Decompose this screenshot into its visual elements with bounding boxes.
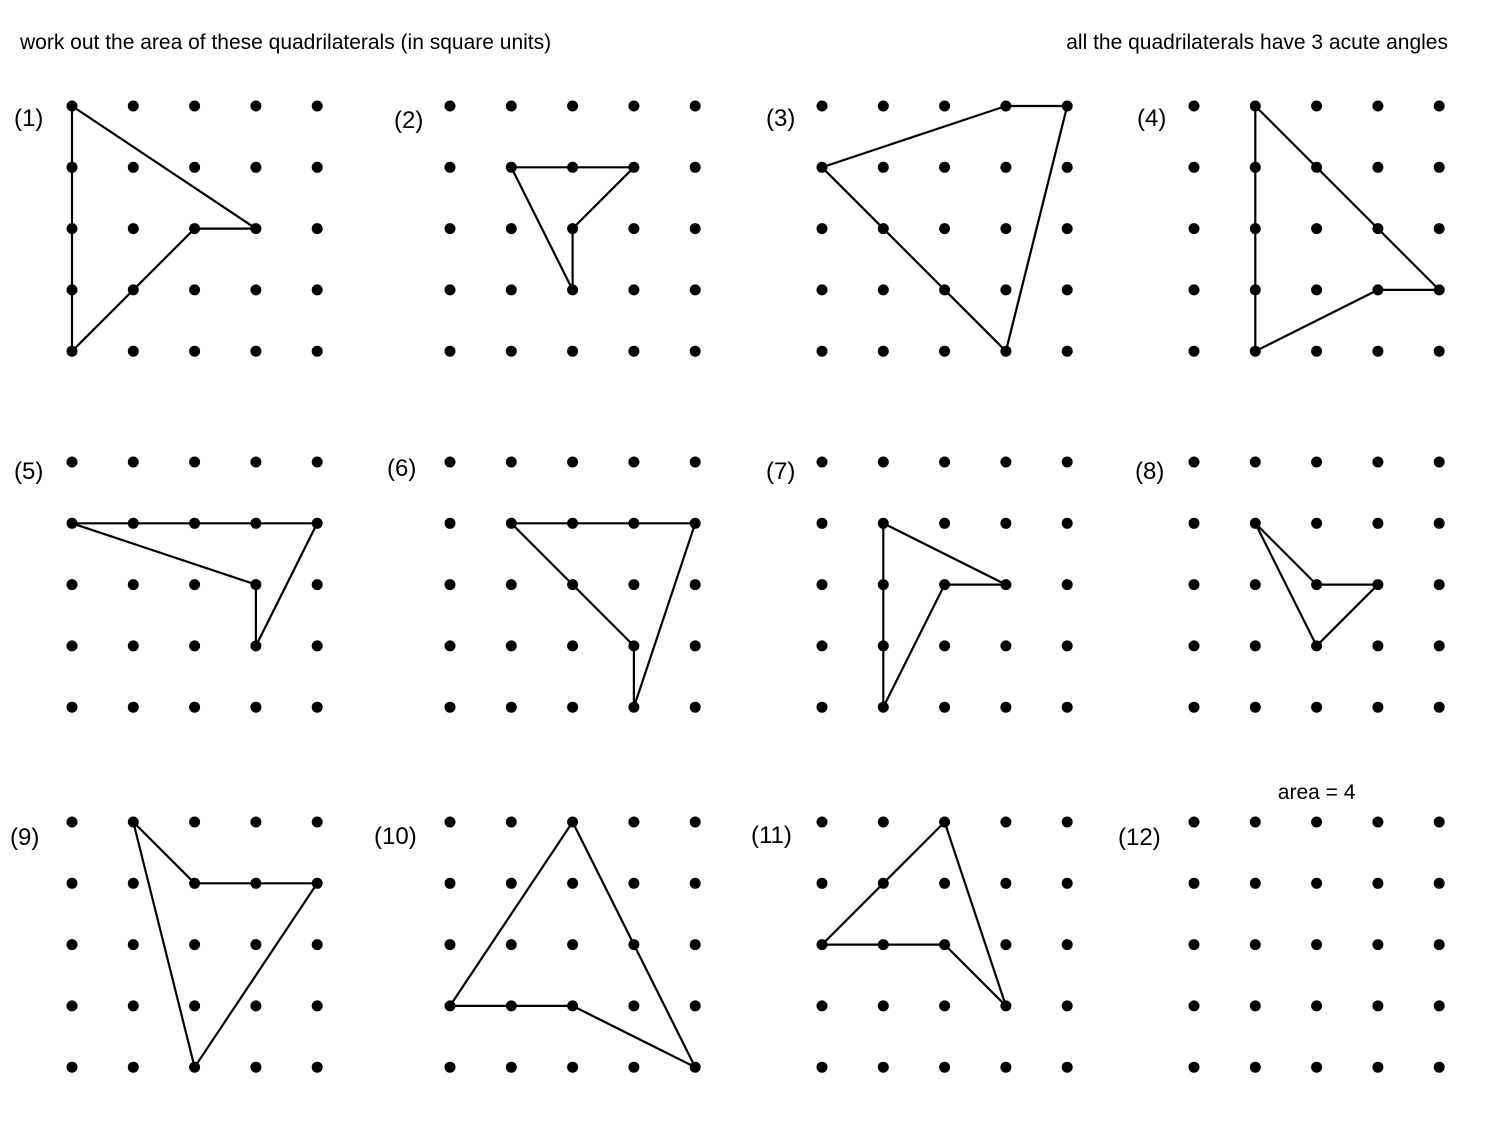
grid-dot: [1311, 284, 1322, 295]
grid-dot: [67, 579, 78, 590]
grid-dot: [817, 702, 828, 713]
grid-dot: [312, 101, 323, 112]
grid-dot: [189, 457, 200, 468]
grid-dot: [939, 346, 950, 357]
grid-dot: [1311, 457, 1322, 468]
grid-dot: [817, 817, 828, 828]
grid-dot: [189, 346, 200, 357]
grid-dot: [1189, 223, 1200, 234]
grid-dot: [1372, 939, 1383, 950]
grid-dot: [67, 1062, 78, 1073]
grid-dot: [690, 878, 701, 889]
grid-dot: [312, 457, 323, 468]
grid-dot: [1189, 579, 1200, 590]
grid-dot: [506, 101, 517, 112]
grid-dot: [445, 223, 456, 234]
grid-dot: [189, 702, 200, 713]
grid-dot: [128, 346, 139, 357]
grid-dot: [1000, 162, 1011, 173]
grid-dot: [128, 1062, 139, 1073]
grid-dot: [690, 939, 701, 950]
grid-dot: [1311, 817, 1322, 828]
quadrilateral-shape: [133, 822, 317, 1067]
grid-dot: [878, 1062, 889, 1073]
grid-dot: [1189, 878, 1200, 889]
grid-dot: [1189, 939, 1200, 950]
grid-dot: [1000, 817, 1011, 828]
grid-dot: [1000, 1062, 1011, 1073]
grid-dot: [567, 878, 578, 889]
instruction-text: work out the area of these quadrilaterals (in square units): [20, 31, 552, 54]
grid-dot: [250, 346, 261, 357]
grid-dot: [567, 346, 578, 357]
grid-dot: [506, 223, 517, 234]
grid-dot: [128, 702, 139, 713]
grid-panel: [14, 101, 323, 357]
grid-dot: [250, 162, 261, 173]
grid-dot: [690, 817, 701, 828]
grid-dot: [567, 101, 578, 112]
grid-dot: [1311, 1062, 1322, 1073]
quadrilateral-shape: [1255, 106, 1439, 351]
grid-dot: [250, 702, 261, 713]
grid-dot: [690, 702, 701, 713]
grid-dot: [1062, 162, 1073, 173]
grid-dot: [1000, 939, 1011, 950]
grid-dot: [250, 939, 261, 950]
grid-dot: [1434, 579, 1445, 590]
grid-dot: [1434, 939, 1445, 950]
grid-dot: [1189, 162, 1200, 173]
grid-dot: [312, 640, 323, 651]
grid-dot: [628, 817, 639, 828]
grid-dot: [690, 223, 701, 234]
grid-dot: [628, 1000, 639, 1011]
grid-dot: [1000, 284, 1011, 295]
grid-dot: [690, 101, 701, 112]
grid-dot: [1189, 702, 1200, 713]
grid-dot: [1250, 1062, 1261, 1073]
grid-dot: [312, 223, 323, 234]
grid-dot: [445, 640, 456, 651]
grid-dot: [628, 101, 639, 112]
panel-label: (11): [751, 822, 792, 849]
grid-dot: [312, 162, 323, 173]
quadrilateral-shape: [511, 167, 634, 290]
grid-dot: [690, 346, 701, 357]
grid-dot: [567, 457, 578, 468]
grid-dot: [1062, 1062, 1073, 1073]
quadrilateral-shape: [822, 822, 1006, 1006]
grid-dot: [817, 1000, 828, 1011]
grid-panel: [387, 455, 701, 713]
panel-label: (6): [387, 455, 417, 482]
grid-dot: [628, 579, 639, 590]
grid-dot: [1000, 518, 1011, 529]
grid-dot: [506, 457, 517, 468]
grid-dot: [1372, 878, 1383, 889]
grid-dot: [628, 457, 639, 468]
grid-dot: [1434, 346, 1445, 357]
panel-label: (12): [1118, 824, 1161, 851]
grid-dot: [250, 284, 261, 295]
grid-dot: [690, 284, 701, 295]
grid-dot: [1062, 579, 1073, 590]
grid-dot: [67, 939, 78, 950]
grid-dot: [1434, 1000, 1445, 1011]
grid-dot: [189, 101, 200, 112]
grid-dot: [817, 878, 828, 889]
grid-dot: [628, 284, 639, 295]
grid-dot: [445, 878, 456, 889]
grid-dot: [817, 518, 828, 529]
panel-label: (10): [374, 823, 417, 850]
grid-dot: [445, 702, 456, 713]
grid-dot: [250, 1062, 261, 1073]
grid-panel: [1135, 457, 1445, 713]
grid-dot: [1062, 457, 1073, 468]
grid-panel: [1137, 101, 1445, 357]
grid-dot: [1372, 640, 1383, 651]
grid-dot: [817, 223, 828, 234]
panel-label: (4): [1137, 105, 1167, 132]
grid-dot: [1311, 939, 1322, 950]
grid-dot: [1372, 457, 1383, 468]
panel-label: (2): [394, 107, 424, 134]
grid-dot: [1250, 579, 1261, 590]
grid-dot: [250, 101, 261, 112]
grid-dot: [312, 1062, 323, 1073]
grid-dot: [189, 640, 200, 651]
grid-dot: [128, 457, 139, 468]
grid-dot: [312, 817, 323, 828]
grid-dot: [1250, 939, 1261, 950]
grid-dot: [628, 223, 639, 234]
grid-dot: [506, 878, 517, 889]
grid-dot: [1000, 223, 1011, 234]
grid-panel: [14, 457, 323, 713]
grid-dot: [1311, 223, 1322, 234]
grid-dot: [1062, 640, 1073, 651]
grid-dot: [506, 939, 517, 950]
grid-dot: [1189, 518, 1200, 529]
grid-dot: [939, 162, 950, 173]
grid-dot: [1311, 346, 1322, 357]
grid-dot: [506, 1062, 517, 1073]
grid-dot: [628, 1062, 639, 1073]
grid-dot: [506, 817, 517, 828]
panel-label: (1): [14, 105, 44, 132]
grid-dot: [1311, 101, 1322, 112]
grid-dot: [1434, 1062, 1445, 1073]
grid-dot: [939, 457, 950, 468]
grid-dot: [1189, 101, 1200, 112]
grid-dot: [690, 579, 701, 590]
grid-dot: [878, 284, 889, 295]
grid-dot: [939, 101, 950, 112]
panel-label: (5): [14, 458, 44, 485]
grid-dot: [1189, 1062, 1200, 1073]
grid-dot: [128, 162, 139, 173]
grid-dot: [817, 457, 828, 468]
grid-dot: [445, 284, 456, 295]
grid-dot: [189, 162, 200, 173]
grid-dot: [67, 1000, 78, 1011]
grid-dot: [1062, 817, 1073, 828]
grid-dot: [67, 702, 78, 713]
grid-dot: [1250, 457, 1261, 468]
grid-dot: [445, 346, 456, 357]
grid-dot: [128, 878, 139, 889]
grid-dot: [1000, 457, 1011, 468]
quadrilateral-shape: [1255, 523, 1378, 646]
grid-dot: [939, 518, 950, 529]
grid-panel: [10, 817, 323, 1073]
grid-dot: [1372, 346, 1383, 357]
panel-label: (8): [1135, 458, 1165, 485]
grid-dot: [1250, 640, 1261, 651]
grid-dot: [1372, 101, 1383, 112]
grid-dot: [506, 579, 517, 590]
grid-dot: [1000, 702, 1011, 713]
grid-dot: [1372, 1000, 1383, 1011]
grid-dot: [1062, 518, 1073, 529]
grid-dot: [250, 457, 261, 468]
grid-dot: [1062, 939, 1073, 950]
grid-dot: [1189, 640, 1200, 651]
grid-dot: [445, 1062, 456, 1073]
grid-dot: [445, 939, 456, 950]
grid-dot: [1434, 640, 1445, 651]
grid-dot: [312, 346, 323, 357]
grid-dot: [128, 1000, 139, 1011]
grid-dot: [1434, 457, 1445, 468]
grid-dot: [1434, 878, 1445, 889]
grid-dot: [1000, 640, 1011, 651]
grid-dot: [878, 101, 889, 112]
grid-dot: [1434, 702, 1445, 713]
grid-dot: [939, 702, 950, 713]
grid-dot: [628, 346, 639, 357]
quadrilateral-shape: [511, 523, 695, 707]
grid-dot: [939, 1000, 950, 1011]
panel-label: (3): [766, 105, 796, 132]
grid-dot: [1311, 878, 1322, 889]
grid-dot: [128, 579, 139, 590]
grid-dot: [690, 640, 701, 651]
grid-dot: [1311, 702, 1322, 713]
grid-panel: [751, 817, 1073, 1073]
grid-dot: [1000, 878, 1011, 889]
grid-dot: [567, 702, 578, 713]
grid-dot: [878, 817, 889, 828]
grid-dot: [506, 640, 517, 651]
grid-dot: [445, 579, 456, 590]
grid-dot: [1434, 101, 1445, 112]
grid-dot: [1372, 702, 1383, 713]
grid-dot: [878, 1000, 889, 1011]
grid-dot: [817, 346, 828, 357]
grid-dot: [1062, 878, 1073, 889]
grid-dot: [878, 162, 889, 173]
grid-dot: [312, 939, 323, 950]
grid-dot: [67, 457, 78, 468]
grid-dot: [1434, 817, 1445, 828]
grid-dot: [445, 101, 456, 112]
grid-dot: [128, 939, 139, 950]
grid-dot: [312, 1000, 323, 1011]
grid-dot: [128, 101, 139, 112]
grid-dot: [817, 284, 828, 295]
grid-dot: [939, 223, 950, 234]
panels-group: [10, 101, 1445, 1073]
grid-dot: [1434, 223, 1445, 234]
grid-dot: [128, 640, 139, 651]
grid-dot: [445, 457, 456, 468]
grid-dot: [1434, 162, 1445, 173]
quadrilateral-shape: [883, 523, 1006, 707]
grid-dot: [1372, 162, 1383, 173]
grid-dot: [1250, 878, 1261, 889]
grid-dot: [189, 1000, 200, 1011]
grid-dot: [878, 346, 889, 357]
grid-dot: [690, 1000, 701, 1011]
grid-dot: [690, 162, 701, 173]
panel-label: (9): [10, 824, 40, 851]
grid-dot: [567, 640, 578, 651]
grid-dot: [189, 579, 200, 590]
grid-dot: [1311, 518, 1322, 529]
grid-dot: [817, 640, 828, 651]
grid-panel: [374, 817, 701, 1073]
grid-dot: [1062, 223, 1073, 234]
grid-dot: [189, 817, 200, 828]
grid-dot: [567, 939, 578, 950]
grid-dot: [1189, 1000, 1200, 1011]
grid-dot: [1372, 817, 1383, 828]
grid-dot: [67, 640, 78, 651]
grid-dot: [506, 702, 517, 713]
grid-dot: [1311, 1000, 1322, 1011]
grid-dot: [506, 284, 517, 295]
grid-dot: [250, 1000, 261, 1011]
grid-dot: [1434, 518, 1445, 529]
grid-dot: [67, 817, 78, 828]
grid-dot: [1250, 1000, 1261, 1011]
grid-dot: [312, 702, 323, 713]
grid-dot: [1189, 346, 1200, 357]
panel-label: (7): [766, 458, 796, 485]
grid-dot: [312, 579, 323, 590]
grid-dot: [817, 579, 828, 590]
grid-dot: [1062, 1000, 1073, 1011]
grid-dot: [939, 878, 950, 889]
grid-dot: [445, 817, 456, 828]
grid-dot: [445, 162, 456, 173]
grid-dot: [189, 284, 200, 295]
grid-dot: [567, 1062, 578, 1073]
grid-dot: [1372, 518, 1383, 529]
grid-dot: [1250, 702, 1261, 713]
grid-panel: [394, 101, 701, 357]
grid-dot: [939, 640, 950, 651]
grid-dot: [128, 223, 139, 234]
grid-dot: [1062, 284, 1073, 295]
grid-panel: [766, 101, 1073, 357]
grid-dot: [1250, 817, 1261, 828]
quadrilateral-shape: [72, 106, 256, 351]
grid-dot: [189, 939, 200, 950]
grid-panel: [1118, 781, 1445, 1073]
grid-dot: [878, 457, 889, 468]
grid-dot: [312, 284, 323, 295]
grid-dot: [1372, 1062, 1383, 1073]
grid-dot: [1062, 346, 1073, 357]
grid-dot: [817, 1062, 828, 1073]
grid-dot: [506, 346, 517, 357]
grid-dot: [250, 817, 261, 828]
grid-dot: [628, 878, 639, 889]
grid-dot: [939, 1062, 950, 1073]
grid-dot: [445, 518, 456, 529]
grid-dot: [1062, 702, 1073, 713]
grid-dot: [1189, 457, 1200, 468]
area-caption: area = 4: [1277, 781, 1356, 804]
grid-dot: [817, 101, 828, 112]
grid-dot: [67, 878, 78, 889]
grid-dot: [690, 457, 701, 468]
note-text: all the quadrilaterals have 3 acute angles: [1066, 31, 1448, 54]
grid-dot: [1189, 817, 1200, 828]
grid-panel: [766, 457, 1073, 713]
grid-dot: [1189, 284, 1200, 295]
